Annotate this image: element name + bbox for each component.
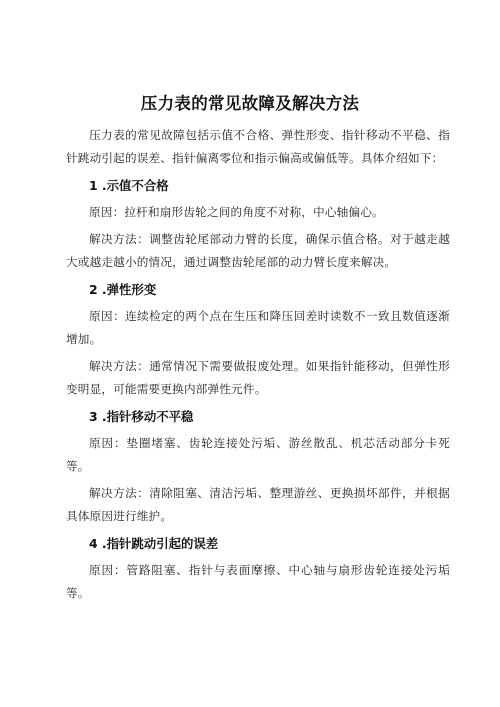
intro-paragraph: 压力表的常见故障包括示值不合格、弹性形变、指针移动不平稳、指针跳动引起的误差、指针偏离零位和指示偏高或偏低等。具体介绍如下： [66,128,450,165]
page-title: 压力表的常见故障及解决方法 [140,94,360,113]
section-2-solution: 解决方法：通常情况下需要做报废处理。如果指针能移动，但弹性形变明显，可能需要更换内部弹性元件。 [66,359,450,396]
section-3-cause: 原因：垫圈堵塞、齿轮连接处污垢、游丝散乱、机芯活动部分卡死等。 [66,436,450,473]
section-heading-3: 3 .指针移动不平稳 [89,409,194,424]
section-heading-4: 4 .指针跳动引起的误差 [89,536,219,551]
section-1-cause: 原因：拉杆和扇形齿轮之间的角度不对称，中心轴偏心。 [89,205,384,219]
section-heading-1: 1 .示值不合格 [89,178,169,193]
document-body [66,124,450,609]
section-4-cause: 原因：管路阻塞、指针与表面摩擦、中心轴与扇形齿轮连接处污垢等。 [66,563,450,600]
section-heading-2: 2 .弹性形变 [89,282,157,297]
section-2-cause: 原因：连续检定的两个点在生压和降压回差时读数不一致且数值逐渐增加。 [66,309,450,346]
section-3-solution: 解决方法：清除阻塞、清洁污垢、整理游丝、更换损坏部件，并根据具体原因进行维护。 [66,486,450,523]
section-1-solution: 解决方法：调整齿轮尾部动力臂的长度，确保示值合格。对于越走越大或越走越小的情况，通过调整齿轮尾部的动力臂长度来解决。 [66,232,450,269]
